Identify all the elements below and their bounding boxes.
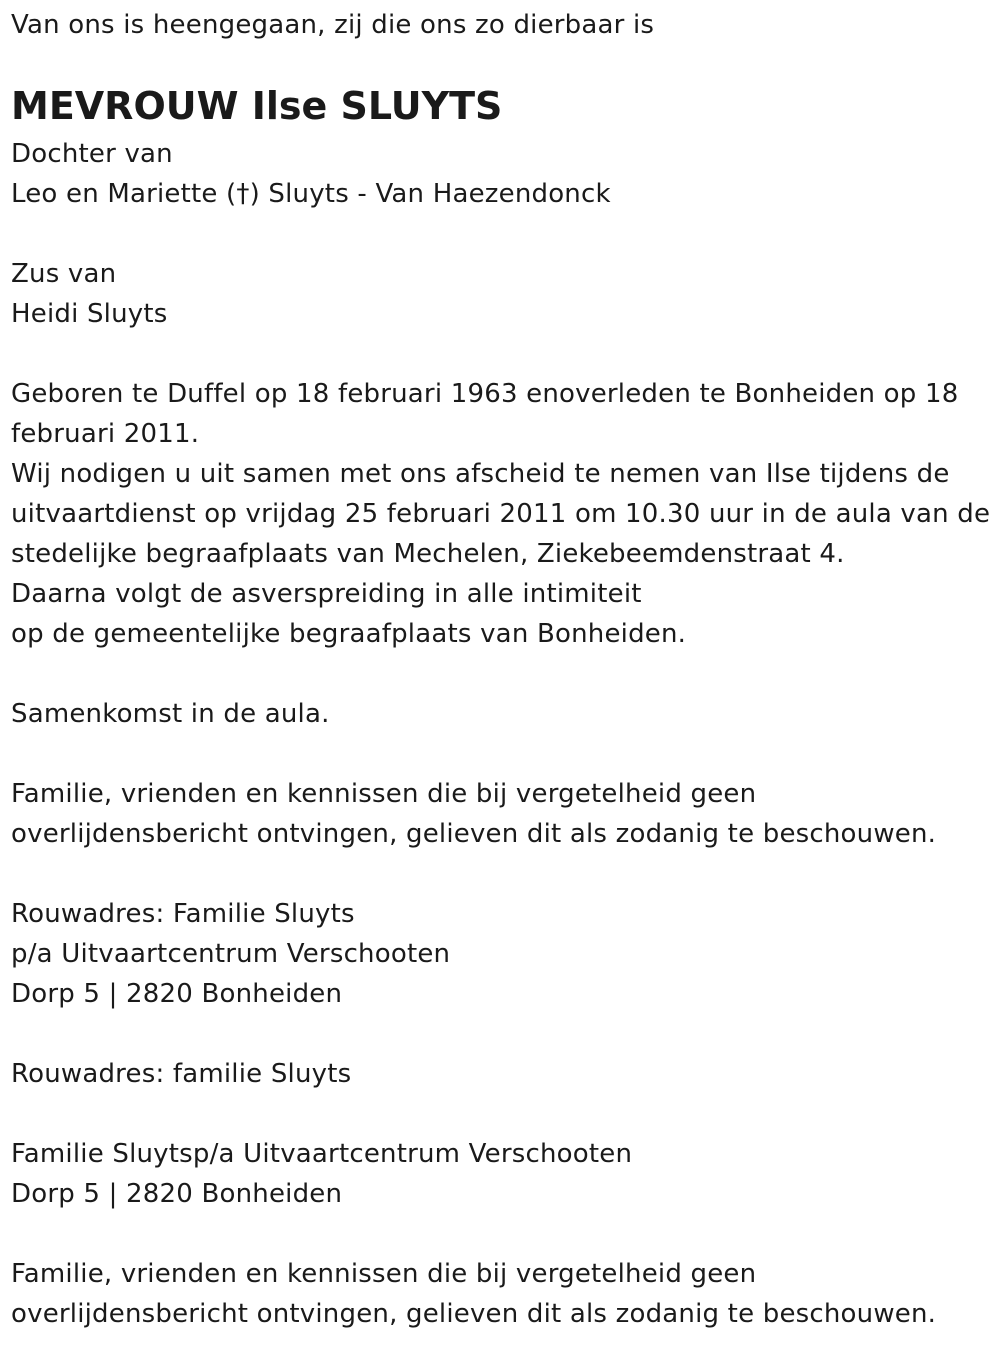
invitation-line-3: stedelijke begraafplaats van Mechelen, Ziekebeemdenstraat 4. [11, 539, 845, 569]
daughter-of-label: Dochter van [11, 139, 173, 169]
ashes-line-1: Daarna volgt de asverspreiding in alle intimiteit [11, 579, 642, 609]
ashes-line-2: op de gemeentelijke begraafplaats van Bonheiden. [11, 619, 687, 649]
mourning-address-1-line-2: p/a Uitvaartcentrum Verschooten [11, 939, 451, 969]
gathering-text: Samenkomst in de aula. [11, 699, 330, 729]
notice-2-line-2: overlijdensbericht ontvingen, gelieven dit als zodanig te beschouwen. [11, 1299, 937, 1329]
sibling-name: Heidi Sluyts [11, 299, 168, 329]
notice-1-line-2: overlijdensbericht ontvingen, gelieven dit als zodanig te beschouwen. [11, 819, 937, 849]
mourning-address-2-label: Rouwadres: familie Sluyts [11, 1059, 352, 1089]
mourning-address-2-line-1: Familie Sluytsp/a Uitvaartcentrum Verschooten [11, 1139, 633, 1169]
mourning-address-2-line-2: Dorp 5 | 2820 Bonheiden [11, 1179, 343, 1209]
deceased-name: MEVROUW Ilse SLUYTS [11, 84, 503, 128]
intro-text: Van ons is heengegaan, zij die ons zo dierbaar is [11, 10, 655, 40]
sister-of-label: Zus van [11, 259, 117, 289]
parents-names: Leo en Mariette (†) Sluyts - Van Haezendonck [11, 179, 611, 209]
invitation-line-2: uitvaartdienst op vrijdag 25 februari 2011 om 10.30 uur in de aula van de [11, 499, 991, 529]
notice-1-line-1: Familie, vrienden en kennissen die bij vergetelheid geen [11, 779, 757, 809]
notice-2-line-1: Familie, vrienden en kennissen die bij vergetelheid geen [11, 1259, 757, 1289]
invitation-line-1: Wij nodigen u uit samen met ons afscheid te nemen van Ilse tijdens de [11, 459, 950, 489]
mourning-address-1-line-1: Rouwadres: Familie Sluyts [11, 899, 355, 929]
birth-death-line-2: februari 2011. [11, 419, 200, 449]
birth-death-line-1: Geboren te Duffel op 18 februari 1963 enoverleden te Bonheiden op 18 [11, 379, 959, 409]
mourning-address-1-line-3: Dorp 5 | 2820 Bonheiden [11, 979, 343, 1009]
